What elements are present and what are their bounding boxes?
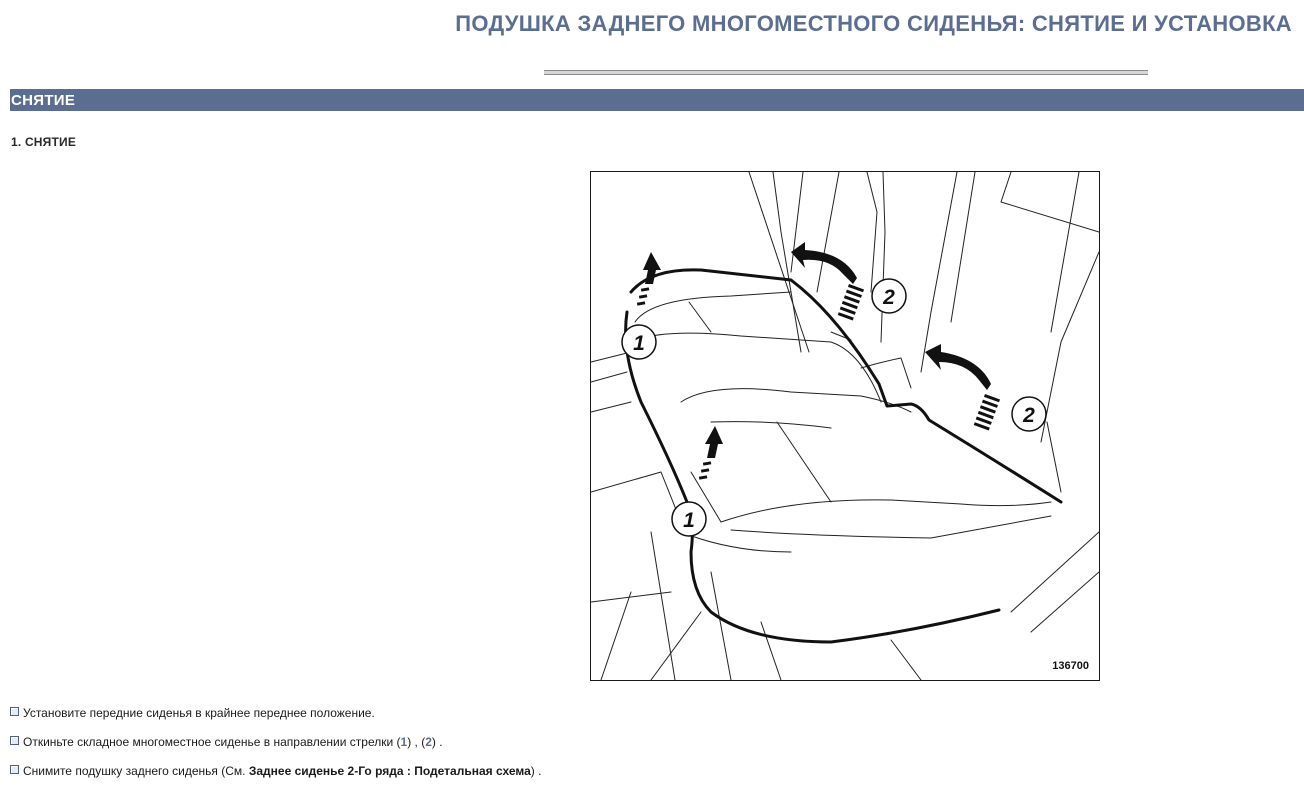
instruction-text: ) . bbox=[530, 764, 542, 778]
title-divider bbox=[544, 70, 1148, 75]
section-title: СНЯТИЕ bbox=[11, 92, 76, 109]
callout-2-upper bbox=[872, 279, 906, 313]
instruction-text: ) . bbox=[431, 735, 443, 749]
seat-removal-illustration bbox=[590, 171, 1100, 681]
step-heading: 1. СНЯТИЕ bbox=[11, 135, 77, 149]
callout-2-lower bbox=[1012, 397, 1046, 431]
instruction-item-1 bbox=[10, 706, 375, 720]
svg-text:2: 2 bbox=[883, 286, 895, 309]
instruction-text: Откиньте складное многоместное сиденье в направлении стрелки ( bbox=[23, 735, 401, 749]
instruction-item-2 bbox=[10, 735, 443, 749]
bullet-square-icon bbox=[10, 765, 19, 774]
bullet-square-icon bbox=[10, 736, 19, 745]
callout-1-lower bbox=[672, 502, 706, 536]
exploded-view-link[interactable]: Заднее сиденье 2-Го ряда : Подетальная схема bbox=[248, 764, 531, 778]
bullet-square-icon bbox=[10, 707, 19, 716]
seat-diagram bbox=[591, 172, 1099, 680]
figure-number: 136700 bbox=[1052, 660, 1089, 672]
page-title: ПОДУШКА ЗАДНЕГО МНОГОМЕСТНОГО СИДЕНЬЯ: СНЯТИЕ И УСТАНОВКА bbox=[455, 11, 1292, 36]
callout-1-upper bbox=[622, 325, 656, 359]
instruction-text: Установите передние сиденья в крайнее переднее положение. bbox=[23, 706, 375, 720]
svg-text:2: 2 bbox=[1023, 404, 1035, 427]
svg-text:1: 1 bbox=[633, 332, 645, 355]
instruction-text: Снимите подушку заднего сиденья (См. bbox=[23, 764, 249, 778]
section-header-bar bbox=[10, 89, 1304, 111]
instruction-item-3 bbox=[10, 764, 541, 778]
reference-2: 2 bbox=[425, 735, 432, 749]
instruction-text: ) , ( bbox=[407, 735, 426, 749]
svg-text:1: 1 bbox=[683, 509, 695, 532]
reference-1: 1 bbox=[400, 735, 408, 749]
